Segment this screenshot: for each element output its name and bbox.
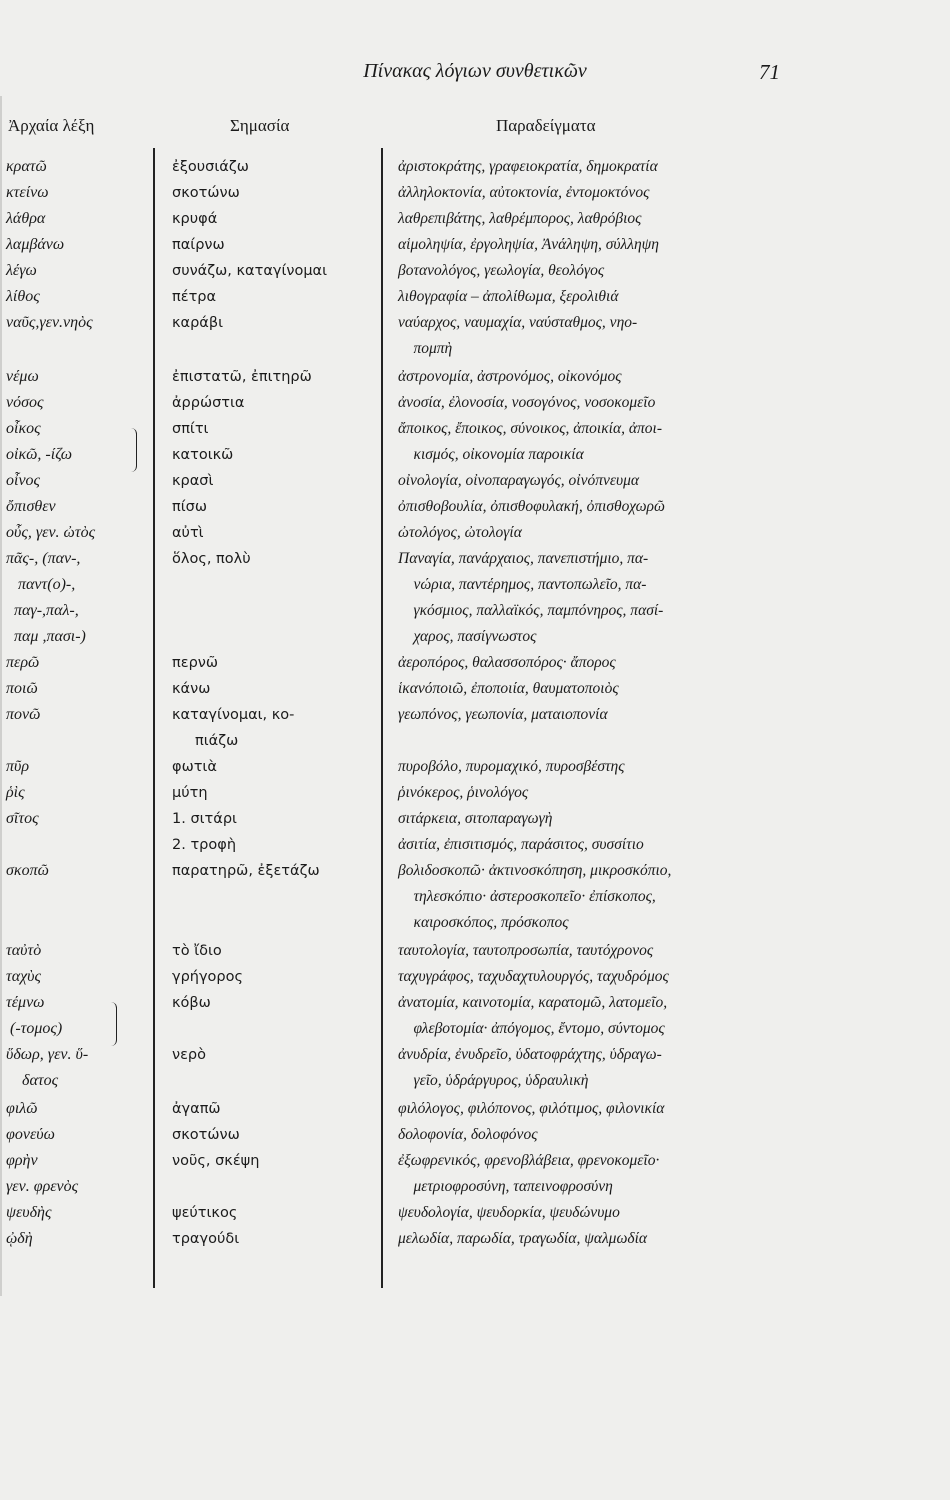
row-8-ancient-word: νέμω bbox=[6, 368, 39, 385]
row-0-ancient-word: κρατῶ bbox=[6, 158, 47, 175]
row-3-examples: αἱμοληψία, ἐργοληψία, Ἀνάληψη, σύλληψη bbox=[398, 236, 659, 253]
row-18-examples: χαρος, πασίγνωστος bbox=[398, 628, 537, 645]
column-header-meaning: Σημασία bbox=[230, 116, 290, 135]
row-11-meaning: κατοικῶ bbox=[172, 447, 234, 463]
row-41-examples: μελωδία, παρωδία, τραγωδία, ψαλμωδία bbox=[398, 1230, 648, 1247]
row-23-examples: πυροβόλο, πυρομαχικό, πυροσβέστης bbox=[398, 758, 625, 775]
row-5-meaning: πέτρα bbox=[172, 289, 217, 305]
row-2-meaning: κρυφά bbox=[172, 211, 218, 227]
row-2-ancient-word: λάθρα bbox=[6, 210, 46, 227]
row-25-examples: σιτάρκεια, σιτοπαραγωγὴ bbox=[398, 810, 553, 827]
row-9-meaning: ἀρρώστια bbox=[172, 395, 245, 411]
row-20-meaning: κάνω bbox=[172, 681, 211, 697]
row-30-meaning: τὸ ἴδιο bbox=[172, 943, 222, 959]
row-29-examples: καιροσκόπος, πρόσκοπος bbox=[398, 914, 569, 931]
row-31-examples: ταχυγράφος, ταχυδαχτυλουργός, ταχυδρόμος bbox=[398, 968, 669, 985]
row-40-meaning: ψεύτικος bbox=[172, 1205, 238, 1221]
row-41-meaning: τραγούδι bbox=[172, 1231, 240, 1247]
row-33-ancient-word: (-τομος) bbox=[6, 1020, 63, 1037]
row-16-ancient-word: παντ(ο)-, bbox=[6, 576, 76, 593]
row-34-examples: ἀνυδρία, ἐνυδρεῖο, ὑδατοφράχτης, ὑδραγω- bbox=[398, 1046, 662, 1063]
row-14-meaning: αὐτὶ bbox=[172, 525, 204, 541]
row-5-ancient-word: λίθος bbox=[6, 288, 40, 305]
row-27-examples: βολιδοσκοπῶ· ἀκτινοσκόπηση, μικροσκόπιο, bbox=[398, 862, 672, 879]
row-7-examples: πομπὴ bbox=[398, 340, 453, 357]
row-28-examples: τηλεσκόπιο· ἀστεροσκοπεῖο· ἐπίσκοπος, bbox=[398, 888, 656, 905]
row-34-meaning: νερὸ bbox=[172, 1047, 207, 1063]
row-36-examples: φιλόλογος, φιλόπονος, φιλότιμος, φιλονικία bbox=[398, 1100, 665, 1117]
row-38-meaning: νοῦς, σκέψη bbox=[172, 1153, 260, 1169]
row-10-meaning: σπίτι bbox=[172, 421, 209, 437]
row-27-meaning: παρατηρῶ, ἐξετάζω bbox=[172, 863, 320, 879]
row-21-meaning: καταγίνομαι, κο- bbox=[172, 707, 295, 723]
row-12-meaning: κρασὶ bbox=[172, 473, 214, 489]
column-rule-left bbox=[153, 148, 155, 1288]
row-19-examples: ἀεροπόρος, θαλασσοπόρος· ἄπορος bbox=[398, 654, 616, 671]
row-19-meaning: περνῶ bbox=[172, 655, 219, 671]
page-number: 71 bbox=[759, 60, 780, 84]
row-4-examples: βοτανολόγος, γεωλογία, θεολόγος bbox=[398, 262, 605, 279]
row-15-ancient-word: πᾶς-, (παν-, bbox=[6, 550, 81, 567]
row-1-examples: ἀλληλοκτονία, αὐτοκτονία, ἐντομοκτόνος bbox=[398, 184, 650, 201]
row-12-examples: οἰνολογία, οἰνοπαραγωγός, οἰνόπνευμα bbox=[398, 472, 640, 489]
row-20-ancient-word: ποιῶ bbox=[6, 680, 38, 697]
row-26-meaning: 2. τροφὴ bbox=[172, 837, 237, 853]
row-39-examples: μετριοφροσύνη, ταπεινοφροσύνη bbox=[398, 1178, 613, 1195]
row-17-examples: γκόσμιος, παλλαϊκός, παμπόνηρος, πασί- bbox=[398, 602, 664, 619]
row-31-ancient-word: ταχὺς bbox=[6, 968, 41, 985]
row-32-examples: ἀνατομία, καινοτομία, καρατομῶ, λατομεῖο, bbox=[398, 994, 668, 1011]
row-27-ancient-word: σκοπῶ bbox=[6, 862, 49, 879]
row-1-meaning: σκοτώνω bbox=[172, 185, 240, 201]
row-22-meaning: πιάζω bbox=[172, 733, 239, 749]
row-24-examples: ῥινόκερος, ῥινολόγος bbox=[398, 784, 529, 801]
row-4-ancient-word: λέγω bbox=[6, 262, 37, 279]
row-13-examples: ὀπισθοβουλία, ὀπισθοφυλακή, ὀπισθοχωρῶ bbox=[398, 498, 665, 515]
row-11-ancient-word: οἰκῶ, -ίζω bbox=[6, 446, 73, 463]
row-5-examples: λιθογραφία – ἀπολίθωμα, ξερολιθιά bbox=[398, 288, 619, 305]
row-35-ancient-word: δατος bbox=[6, 1072, 59, 1089]
row-9-ancient-word: νόσος bbox=[6, 394, 44, 411]
row-26-examples: ἀσιτία, ἐπισιτισμός, παράσιτος, συσσίτιο bbox=[398, 836, 644, 853]
row-13-ancient-word: ὄπισθεν bbox=[6, 498, 56, 515]
row-38-examples: ἐξωφρενικός, φρενοβλάβεια, φρενοκομεῖο· bbox=[398, 1152, 660, 1169]
row-16-examples: νώρια, παντέρημος, παντοπωλεῖο, πα- bbox=[398, 576, 647, 593]
row-14-ancient-word: οὖς, γεν. ὠτὸς bbox=[6, 524, 96, 541]
row-6-ancient-word: ναῦς,γεν.νηὸς bbox=[6, 314, 93, 331]
row-10-ancient-word: οἶκος bbox=[6, 420, 41, 437]
column-rule-right bbox=[381, 148, 383, 1288]
row-32-ancient-word: τέμνω bbox=[6, 994, 45, 1011]
row-24-meaning: μύτη bbox=[172, 785, 208, 801]
row-30-examples: ταυτολογία, ταυτοπροσωπία, ταυτόχρονος bbox=[398, 942, 654, 959]
row-14-examples: ὠτολόγος, ὠτολογία bbox=[398, 524, 522, 541]
row-0-examples: ἀριστοκράτης, γραφειοκρατία, δημοκρατία bbox=[398, 158, 658, 175]
row-11-examples: κισμός, οἰκονομία παροικία bbox=[398, 446, 584, 463]
row-37-examples: δολοφονία, δολοφόνος bbox=[398, 1126, 538, 1143]
row-36-meaning: ἀγαπῶ bbox=[172, 1101, 221, 1117]
row-9-examples: ἀνοσία, ἐλονοσία, νοσογόνος, νοσοκομεῖο bbox=[398, 394, 656, 411]
row-37-meaning: σκοτώνω bbox=[172, 1127, 240, 1143]
row-3-meaning: παίρνω bbox=[172, 237, 225, 253]
row-0-meaning: ἐξουσιάζω bbox=[172, 159, 249, 175]
column-header-examples: Παραδείγματα bbox=[496, 116, 596, 135]
row-38-ancient-word: φρὴν bbox=[6, 1152, 38, 1169]
row-36-ancient-word: φιλῶ bbox=[6, 1100, 38, 1117]
row-3-ancient-word: λαμβάνω bbox=[6, 236, 65, 253]
row-8-meaning: ἐπιστατῶ, ἐπιτηρῶ bbox=[172, 369, 312, 385]
row-41-ancient-word: ᾠδὴ bbox=[6, 1230, 33, 1247]
row-37-ancient-word: φονεύω bbox=[6, 1126, 55, 1143]
row-40-ancient-word: ψευδὴς bbox=[6, 1204, 52, 1221]
row-21-examples: γεωπόνος, γεωπονία, ματαιοπονία bbox=[398, 706, 608, 723]
column-header-ancient-word: Ἀρχαία λέξη bbox=[8, 116, 95, 135]
row-25-ancient-word: σῖτος bbox=[6, 810, 39, 827]
row-4-meaning: συνάζω, καταγίνομαι bbox=[172, 263, 328, 279]
row-12-ancient-word: οἶνος bbox=[6, 472, 41, 489]
row-21-ancient-word: πονῶ bbox=[6, 706, 41, 723]
row-17-ancient-word: παγ-,παλ-, bbox=[6, 602, 79, 619]
row-25-meaning: 1. σιτάρι bbox=[172, 811, 237, 827]
row-2-examples: λαθρεπιβάτης, λαθρέμπορος, λαθρόβιος bbox=[398, 210, 642, 227]
row-40-examples: ψευδολογία, ψευδορκία, ψευδώνυμο bbox=[398, 1204, 620, 1221]
row-15-meaning: ὅλος, πολὺ bbox=[172, 551, 251, 567]
row-39-ancient-word: γεν. φρενὸς bbox=[6, 1178, 79, 1195]
row-18-ancient-word: παμ ,πασι-) bbox=[6, 628, 86, 645]
row-30-ancient-word: ταὐτὸ bbox=[6, 942, 42, 959]
row-24-ancient-word: ῥὶς bbox=[6, 784, 25, 801]
row-32-meaning: κόβω bbox=[172, 995, 211, 1011]
row-6-meaning: καράβι bbox=[172, 315, 224, 331]
page-gutter-shadow bbox=[0, 96, 2, 1296]
row-8-examples: ἀστρονομία, ἀστρονόμος, οἰκονόμος bbox=[398, 368, 622, 385]
row-23-ancient-word: πῦρ bbox=[6, 758, 30, 775]
row-35-examples: γεῖο, ὑδράργυρος, ὑδραυλικὴ bbox=[398, 1072, 589, 1089]
row-20-examples: ἱκανόποιῶ, ἐποποιία, θαυματοποιὸς bbox=[398, 680, 619, 697]
row-23-meaning: φωτιὰ bbox=[172, 759, 217, 775]
row-19-ancient-word: περῶ bbox=[6, 654, 40, 671]
row-33-examples: φλεβοτομία· ἀπόγομος, ἔντομο, σύντομος bbox=[398, 1020, 665, 1037]
row-34-ancient-word: ὕδωρ, γεν. ὕ- bbox=[6, 1046, 89, 1063]
row-31-meaning: γρήγορος bbox=[172, 969, 244, 985]
row-15-examples: Παναγία, πανάρχαιος, πανεπιστήμιο, πα- bbox=[398, 550, 649, 567]
row-13-meaning: πίσω bbox=[172, 499, 207, 515]
row-1-ancient-word: κτείνω bbox=[6, 184, 49, 201]
row-6-examples: ναύαρχος, ναυμαχία, ναύσταθμος, νηο- bbox=[398, 314, 638, 331]
running-title: Πίνακας λόγιων συνθετικῶν bbox=[363, 60, 587, 82]
row-10-examples: ἄποικος, ἔποικος, σύνοικος, ἀποικία, ἀποι- bbox=[398, 420, 662, 437]
